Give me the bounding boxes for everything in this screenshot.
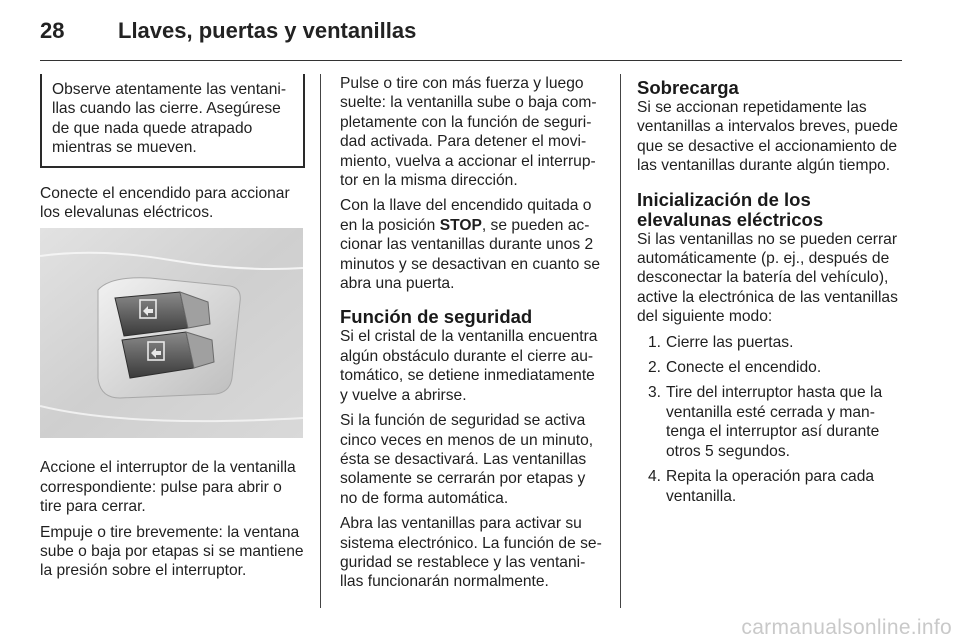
safety-paragraph-2: Si la función de seguridad se activa cinco veces en menos de un minuto, ésta se desactivará. Las ventanillas solamente se cerrarán por etapas y no de forma automática. [340,412,594,507]
initialization-paragraph: Si las ventanillas no se pueden cerrar automáticamente (p. ej., después de desconectar la batería del vehículo), active la electrónica de las ventanillas del siguiente modo: [637,230,898,326]
list-item [637,467,902,506]
operate-paragraph: Accione el interruptor de la ventanilla correspondiente: pulse para abrir o tire para cerrar. [40,459,296,516]
overload-heading: Sobrecarga [637,77,739,98]
step-number: 3 . [637,383,666,461]
list-item [637,358,902,377]
watermark: carmanualsonline.info [741,616,952,639]
safety-function-heading: Función de seguridad [340,306,533,328]
header-divider [40,60,902,61]
initialization-heading: Inicialización de los elevalunas eléctricos [637,188,824,230]
chapter-title: Llaves, puertas y ventanillas [118,18,417,43]
warning-text: Observe atentamente las ventani-llas cuando las cierre. Asegúrese de que nada quede atrapado mientras se mueven. [52,81,287,157]
step-text: Repita la operación para cada ventanilla. [666,468,875,505]
list-item [637,333,902,352]
stop-keyword: STOP [439,216,482,234]
ignition-off-text-2: , se pueden ac-cionar las ventanillas durante unos 2 minutos y se desactivan en cuanto se abra una puerta. [340,216,601,293]
full-travel-paragraph: Pulse o tire con más fuerza y luego suelte: la ventanilla sube o baja com-pletamente con la función de seguri-dad activada. Para detener el movi-miento, vuelva a accionar el interrup-tor en la misma dirección. [340,75,597,190]
column-right [637,74,902,512]
column-left [40,74,305,587]
ignition-off-text-1: Con la llave del encendido quitada o en la posición [340,197,592,234]
column-middle [340,74,605,598]
step-number: 1 . [637,333,666,352]
overload-paragraph: Si se accionan repetidamente las ventanillas a intervalos breves, puede que se desactive el accionamiento de las ventanillas durante algún tiempo. [637,99,898,175]
page-number: 28 [40,18,65,43]
window-switch-illustration [40,228,303,438]
ignition-off-paragraph [340,196,605,293]
column-divider-1 [320,74,321,608]
step-number: 4 . [637,467,666,506]
step-number: 2 . [637,358,666,377]
safety-paragraph-3: Abra las ventanillas para activar su sistema electrónico. La función de se-guridad se restablece y las ventani-llas funcionarán normalmente. [340,515,602,591]
column-divider-2 [620,74,621,608]
safety-paragraph-1: Si el cristal de la ventanilla encuentra algún obstáculo durante el cierre au-tomático, se detiene inmediatamente y vuelve a abrirse. [340,328,598,404]
intro-paragraph: Conecte el encendido para accionar los elevalunas eléctricos. [40,184,290,222]
push-pull-paragraph: Empuje o tire brevemente: la ventana sube o baja por etapas si se mantiene la presión sobre el interruptor. [40,523,304,580]
step-text: Cierre las puertas. [666,333,794,351]
page-header [40,16,902,56]
initialization-steps [637,333,902,506]
warning-box [40,74,305,168]
list-item [637,383,902,461]
step-text: Conecte el encendido. [666,359,822,377]
step-text: Tire del interruptor hasta que la ventanilla esté cerrada y man-tenga el interruptor así durante otros 5 segundos. [666,384,883,460]
